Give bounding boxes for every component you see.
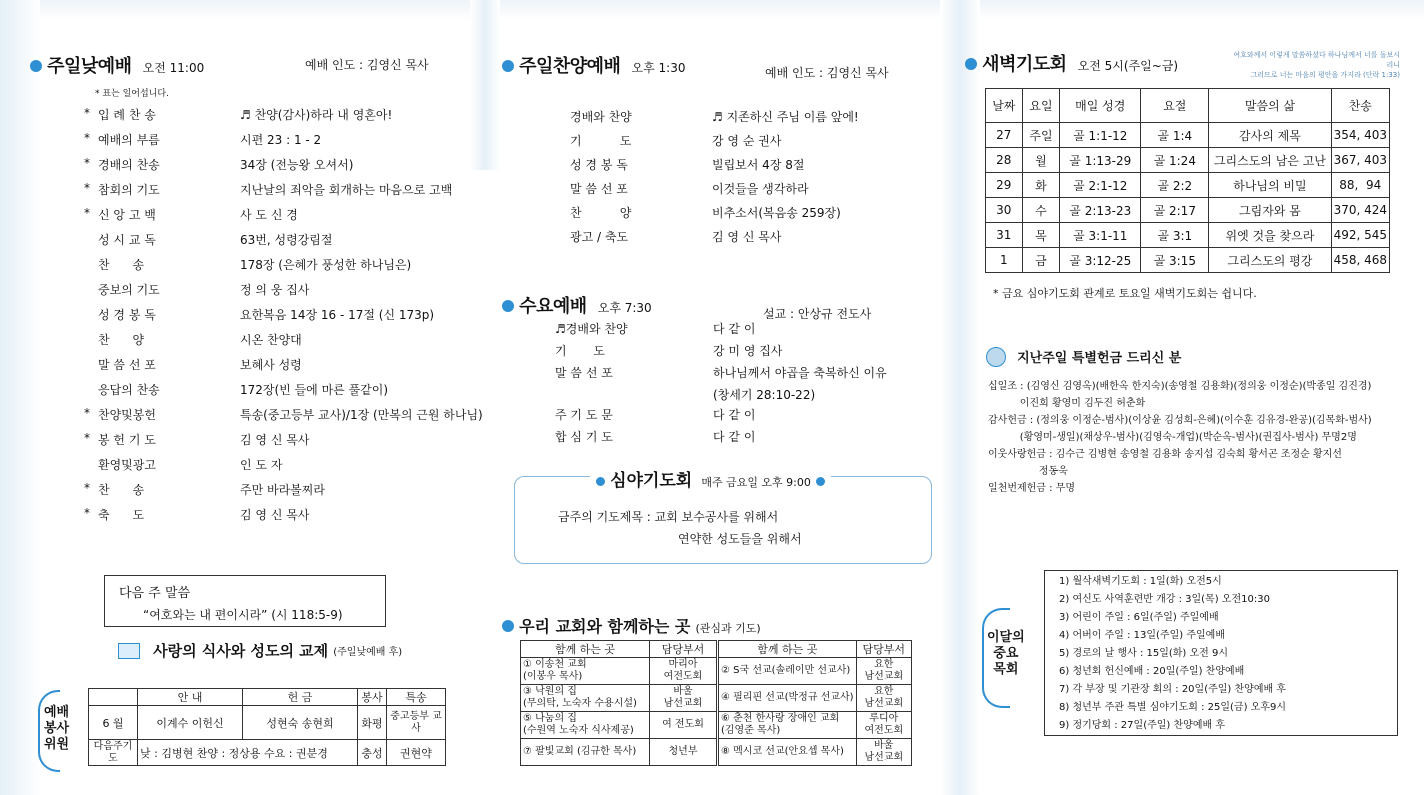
dawn-row — [986, 173, 1390, 198]
night-prayer-line2: 연약한 성도들을 위해서 — [678, 532, 802, 546]
left-tint — [0, 0, 40, 795]
dawn-cell: 골 3:1 — [1141, 223, 1209, 248]
dawn-cell: 27 — [986, 123, 1023, 148]
dawn-row — [986, 198, 1390, 223]
wednesday-row — [555, 406, 935, 428]
order-value: 63번, 성령강림절 — [240, 233, 333, 247]
praise-label: 찬 양 — [570, 206, 632, 220]
order-row — [84, 306, 464, 331]
monthly-schedule-box — [1044, 570, 1398, 736]
dawn-prayer-table — [985, 88, 1390, 273]
partners-header-cell: 담당부서 — [650, 641, 718, 658]
order-star: * — [84, 106, 90, 120]
dawn-cell: 그림자와 몸 — [1209, 198, 1331, 223]
service-cell: 충성 — [358, 740, 387, 766]
partners-table — [520, 640, 912, 766]
partners-cell: 여 전도회 — [650, 712, 718, 739]
order-label: 찬 송 — [98, 258, 145, 272]
envelope-icon — [118, 643, 140, 659]
praise-row — [570, 132, 930, 156]
order-label: 입 례 찬 송 — [98, 108, 156, 122]
order-row — [84, 156, 464, 181]
order-row — [84, 356, 464, 381]
partners-cell: 루디아 여전도회 — [856, 712, 911, 739]
service-header — [89, 689, 138, 706]
dawn-cell: 1 — [986, 248, 1023, 273]
dawn-row — [986, 148, 1390, 173]
praise-label: 광고 / 축도 — [570, 230, 629, 244]
partners-row — [521, 739, 912, 766]
wednesday-row — [555, 386, 935, 406]
dawn-prayer-time: 오전 5시(주일~금) — [1077, 59, 1179, 73]
order-value: 특송(중고등부 교사)/1장 (만복의 근원 하나님) — [240, 408, 483, 422]
order-label: 찬양및봉헌 — [98, 408, 156, 422]
dawn-row — [986, 123, 1390, 148]
service-committee-table — [88, 688, 446, 766]
order-row — [84, 231, 464, 256]
order-row — [84, 181, 464, 206]
partners-row — [521, 712, 912, 739]
order-value: 인 도 자 — [240, 458, 283, 472]
dawn-cell: 88, 94 — [1331, 173, 1389, 198]
dawn-header-cell: 요절 — [1141, 89, 1209, 123]
praise-value: 비추소서(복음송 259장) — [712, 206, 841, 220]
partners-cell: ⑥ 춘천 한사랑 장애인 교회 (김영준 목사) — [718, 712, 857, 739]
praise-service-leader: 예배 인도 : 김영신 목사 — [765, 66, 889, 80]
offering-line: 일천번제헌금 : 무명 — [988, 483, 1076, 494]
dawn-cell: 골 2:13-23 — [1060, 198, 1141, 223]
right-tint — [940, 0, 980, 795]
partners-cell: ② S국 선교(솔레이만 선교사) — [718, 658, 857, 685]
order-value: 시편 23 : 1 - 2 — [240, 133, 322, 147]
night-prayer-header — [590, 466, 831, 491]
bullet-dot-icon — [30, 60, 42, 72]
wednesday-row — [555, 428, 935, 450]
order-label: 성 경 봉 독 — [98, 308, 156, 322]
partners-cell: ⑧ 멕시코 선교(안요셉 목사) — [718, 739, 857, 766]
dawn-cell: 골 1:24 — [1141, 148, 1209, 173]
service-cell: 다음주기도 — [89, 740, 138, 766]
order-label: 봉 헌 기 도 — [98, 433, 156, 447]
dawn-note: * 금요 심야기도회 관계로 토요일 새벽기도회는 쉽니다. — [993, 287, 1257, 300]
order-star: * — [84, 156, 90, 170]
service-committee-label — [44, 705, 69, 753]
order-star: * — [84, 406, 90, 420]
praise-value: 강 영 순 권사 — [712, 134, 782, 148]
dawn-header-cell: 말씀의 삶 — [1209, 89, 1331, 123]
dawn-cell: 골 1:1-12 — [1060, 123, 1141, 148]
service-label-line: 예배 — [44, 705, 70, 720]
dawn-cell: 458, 468 — [1331, 248, 1389, 273]
dawn-cell: 감사의 제목 — [1209, 123, 1331, 148]
wednesday-value: 다 같 이 — [713, 430, 756, 444]
wednesday-value: 강 미 영 집사 — [713, 344, 783, 358]
order-row — [84, 106, 464, 131]
dawn-cell: 골 2:17 — [1141, 198, 1209, 223]
night-prayer-line1: 금주의 기도제목 : 교회 보수공사를 위해서 — [558, 510, 779, 524]
praise-row — [570, 204, 930, 228]
praise-label: 성 경 봉 독 — [570, 158, 628, 172]
meal-fellowship-title: 사랑의 식사와 성도의 교제 — [153, 642, 329, 660]
dawn-cell: 하나님의 비밀 — [1209, 173, 1331, 198]
partners-row — [521, 658, 912, 685]
praise-service-header — [502, 52, 685, 78]
service-header: 헌 금 — [243, 689, 358, 706]
order-star: * — [84, 481, 90, 495]
dawn-header-cell: 요일 — [1022, 89, 1060, 123]
dawn-cell: 골 3:12-25 — [1060, 248, 1141, 273]
praise-service-time: 오후 1:30 — [631, 61, 686, 75]
order-label: 예배의 부름 — [98, 133, 160, 147]
dawn-cell: 그리스도의 남은 고난 — [1209, 148, 1331, 173]
order-label: 찬 송 — [98, 483, 145, 497]
order-label: 신 앙 고 백 — [98, 208, 156, 222]
dawn-cell: 수 — [1022, 198, 1060, 223]
bullet-dot-icon — [965, 58, 977, 70]
dawn-cell: 골 2:2 — [1141, 173, 1209, 198]
offering-header — [986, 346, 1181, 367]
partners-cell: ① 이송천 교회 (이봉우 목사) — [521, 658, 650, 685]
order-value: 178장 (은혜가 풍성한 하나님은) — [240, 258, 412, 272]
dawn-cell: 30 — [986, 198, 1023, 223]
wednesday-preacher: 설교 : 안상규 전도사 — [763, 307, 872, 321]
praise-value: 김 영 신 목사 — [712, 230, 782, 244]
monthly-label-line: 이달의 — [987, 630, 1025, 645]
standing-note: * 표는 일어섭니다. — [95, 89, 169, 99]
service-cell: 중고등부 교사 — [387, 706, 446, 740]
dawn-header-cell: 매일 성경 — [1060, 89, 1141, 123]
order-row — [84, 406, 483, 431]
wednesday-row — [555, 320, 935, 342]
order-star: * — [84, 206, 90, 220]
service-cell: 성현숙 송현희 — [243, 706, 358, 740]
partners-cell: ④ 필리핀 선교(박정규 선교사) — [718, 685, 857, 712]
order-star: * — [84, 181, 90, 195]
monthly-item: 4) 어버이 주일 : 13일(주일) 주일예배 — [1059, 630, 1225, 641]
service-cell: 화평 — [358, 706, 387, 740]
dawn-cell: 28 — [986, 148, 1023, 173]
praise-row — [570, 156, 930, 180]
service-cell: 권현약 — [387, 740, 446, 766]
dawn-cell: 골 2:1-12 — [1060, 173, 1141, 198]
bullet-dot-icon — [502, 300, 514, 312]
bullet-dot-icon — [502, 60, 514, 72]
partners-cell: 마리아 여전도회 — [650, 658, 718, 685]
partners-cell: ③ 낙원의 집 (무의탁, 노숙자 수용시설) — [521, 685, 650, 712]
wednesday-label: 합 심 기 도 — [555, 430, 613, 444]
wednesday-service-header — [502, 292, 652, 318]
dawn-row — [986, 248, 1390, 273]
order-value: ♬ 찬양(감사)하라 내 영혼아! — [240, 108, 393, 122]
praise-value: 빌립보서 4장 8절 — [712, 158, 805, 172]
top-tint — [0, 0, 1424, 20]
order-row — [84, 131, 464, 156]
wednesday-service-title: 수요예배 — [519, 296, 587, 317]
order-star: * — [84, 431, 90, 445]
night-prayer-title: 심야기도회 — [610, 471, 693, 491]
offering-line: 정동욱 — [988, 466, 1068, 477]
sunday-service-time: 오전 11:00 — [142, 61, 205, 75]
offering-line: 십일조 : (김영신 김영옥)(배한옥 한지숙)(송영철 김용화)(정의웅 이정순)(박종일 김진경) — [988, 381, 1372, 392]
monthly-item: 2) 여신도 사역훈련반 개강 : 3일(목) 오전10:30 — [1059, 594, 1270, 605]
dawn-cell: 주일 — [1022, 123, 1060, 148]
service-header: 봉사 — [358, 689, 387, 706]
order-label: 경배의 찬송 — [98, 158, 160, 172]
praise-label: 경배와 찬양 — [570, 110, 632, 124]
order-row — [84, 331, 464, 356]
partners-header-cell: 함께 하는 곳 — [718, 641, 857, 658]
sunday-service-title: 주일낮예배 — [47, 56, 132, 77]
service-cell: 이계수 이헌신 — [138, 706, 243, 740]
offering-list — [988, 378, 1408, 497]
praise-row — [570, 228, 930, 252]
offering-line: 감사헌금 : (정의웅 이정순-범사)(이상윤 김성희-은혜)(이수훈 김유경-완공)(김목화-범사) — [988, 415, 1372, 426]
wednesday-row — [555, 342, 935, 364]
order-label: 중보의 기도 — [98, 283, 160, 297]
order-value: 지난날의 죄악을 회개하는 마음으로 고백 — [240, 183, 453, 197]
partners-row — [521, 685, 912, 712]
dawn-cell: 화 — [1022, 173, 1060, 198]
monthly-label — [987, 630, 1025, 678]
dawn-cell: 골 3:15 — [1141, 248, 1209, 273]
middle-tint — [470, 0, 500, 170]
order-row — [84, 481, 464, 506]
dawn-cell: 354, 403 — [1331, 123, 1389, 148]
monthly-item: 6) 청년회 헌신예배 : 20일(주일) 찬양예배 — [1059, 666, 1245, 677]
order-row — [84, 456, 464, 481]
order-row — [84, 256, 464, 281]
order-value: 172장(빈 들에 마른 풀같이) — [240, 383, 389, 397]
order-label: 성 시 교 독 — [98, 233, 156, 247]
bullet-dot-icon — [502, 620, 514, 632]
dawn-cell: 29 — [986, 173, 1023, 198]
dawn-prayer-title: 새벽기도회 — [982, 54, 1067, 75]
offering-line: 이진희 황영미 김두진 허춘화 — [988, 398, 1146, 409]
next-week-word-title: 다음 주 말씀 — [119, 586, 191, 601]
praise-row — [570, 180, 930, 204]
wednesday-row — [555, 364, 935, 386]
order-star: * — [84, 131, 90, 145]
partners-sub: (관심과 기도) — [695, 622, 761, 635]
dawn-cell: 월 — [1022, 148, 1060, 173]
offering-line: 이웃사랑헌금 : 김수근 김병현 송영철 김용화 송지섭 김숙희 황서곤 조정순 황지선 — [988, 449, 1342, 460]
order-row — [84, 206, 464, 231]
dawn-cell: 금 — [1022, 248, 1060, 273]
monthly-label-line: 목회 — [993, 662, 1019, 677]
dawn-cell: 골 1:13-29 — [1060, 148, 1141, 173]
order-value: 김 영 신 목사 — [240, 433, 310, 447]
dawn-header-cell: 날짜 — [986, 89, 1023, 123]
partners-cell: ⑤ 나눔의 집 (수원역 노숙자 식사제공) — [521, 712, 650, 739]
monthly-item: 7) 각 부장 및 기관장 회의 : 20일(주일) 찬양예배 후 — [1059, 684, 1286, 695]
partners-cell: 바울 남선교회 — [856, 739, 911, 766]
monthly-item: 1) 월삭새벽기도회 : 1일(화) 오전5시 — [1059, 576, 1222, 587]
dawn-cell: 목 — [1022, 223, 1060, 248]
offering-title: 지난주일 특별헌금 드리신 분 — [1017, 351, 1182, 366]
partners-title: 우리 교회와 함께하는 곳 — [519, 617, 691, 636]
wednesday-value: 하나님께서 야곱을 축복하신 이유 — [713, 366, 887, 380]
order-value: 사 도 신 경 — [240, 208, 298, 222]
wednesday-value: 다 같 이 — [713, 322, 756, 336]
service-header: 안 내 — [138, 689, 243, 706]
order-value: 주만 바라볼찌라 — [240, 483, 325, 497]
dawn-verse-line: 여호와께서 이렇게 말씀하셨다 하나님께서 너를 돌보시리니 — [1233, 51, 1400, 69]
monthly-item: 3) 어린이 주일 : 6일(주일) 주일예배 — [1059, 612, 1219, 623]
wednesday-value: 다 같 이 — [713, 408, 756, 422]
dawn-verse — [1230, 50, 1400, 80]
offering-line: (황영미-생일)(채상우-범사)(김영숙-개업)(박순옥-범사)(권집사-범사) 무명2명 — [988, 432, 1357, 443]
wednesday-label: 말 씀 선 포 — [555, 366, 613, 380]
praise-value: ♬ 지존하신 주님 이름 앞에! — [712, 110, 859, 124]
partners-header-cell: 담당부서 — [856, 641, 911, 658]
dawn-verse-line: 그러므로 너는 마음의 평안을 가지라 (단락 1:33) — [1250, 71, 1400, 79]
order-value: 김 영 신 목사 — [240, 508, 310, 522]
sunday-service-leader: 예배 인도 : 김영신 목사 — [305, 58, 429, 72]
sunday-order-list — [84, 106, 483, 531]
dawn-header-cell: 찬송 — [1331, 89, 1389, 123]
order-value: 보혜사 성령 — [240, 358, 302, 372]
monthly-item: 8) 청년부 주관 특별 심야기도회 : 25일(금) 오후9시 — [1059, 702, 1286, 713]
order-row — [84, 431, 464, 456]
wednesday-order-list — [555, 320, 935, 450]
order-value: 시온 찬양대 — [240, 333, 302, 347]
monthly-item: 5) 경로의 날 행사 : 15일(화) 오전 9시 — [1059, 648, 1229, 659]
praise-service-title: 주일찬양예배 — [519, 56, 621, 77]
praise-order-list — [570, 108, 930, 252]
dawn-cell: 골 1:4 — [1141, 123, 1209, 148]
order-row — [84, 381, 464, 406]
order-row — [84, 281, 464, 306]
partners-cell: ⑦ 팔빛교회 (김규한 목사) — [521, 739, 650, 766]
dawn-cell: 492, 545 — [1331, 223, 1389, 248]
order-value: 정 의 웅 집사 — [240, 283, 310, 297]
dawn-cell: 위엣 것을 찾으라 — [1209, 223, 1331, 248]
order-star: * — [84, 506, 90, 520]
partners-cell: 요한 남선교회 — [856, 658, 911, 685]
order-value: 34장 (전능왕 오셔서) — [240, 158, 354, 172]
order-label: 축 도 — [98, 508, 145, 522]
wednesday-value: (창세기 28:10-22) — [713, 388, 816, 402]
service-cell: 낮 : 김병현 찬양 : 정상용 수요 : 권분경 — [138, 740, 358, 766]
dawn-row — [986, 223, 1390, 248]
order-value: 요한복음 14장 16 - 17절 (신 173p) — [240, 308, 435, 322]
monthly-item: 9) 정기당회 : 27일(주일) 찬양예배 후 — [1059, 720, 1225, 731]
order-label: 응답의 찬송 — [98, 383, 160, 397]
night-prayer-time: 매주 금요일 오후 9:00 — [701, 476, 811, 489]
praise-label: 말 씀 선 포 — [570, 182, 628, 196]
next-week-word-box — [104, 575, 386, 627]
order-label: 말 씀 선 포 — [98, 358, 156, 372]
wednesday-label: ♬경배와 찬양 — [555, 322, 628, 336]
partners-cell: 청년부 — [650, 739, 718, 766]
service-header: 특송 — [387, 689, 446, 706]
service-label-line: 위원 — [44, 737, 70, 752]
order-label: 찬 양 — [98, 333, 145, 347]
dawn-cell: 그리스도의 평강 — [1209, 248, 1331, 273]
partners-header-cell: 함께 하는 곳 — [521, 641, 650, 658]
next-week-word-verse: “여호와는 내 편이시라” (시 118:5-9) — [143, 608, 343, 622]
meal-fellowship-header — [118, 640, 402, 661]
praise-value: 이것들을 생각하라 — [712, 182, 809, 196]
service-label-line: 봉사 — [44, 721, 70, 736]
dawn-cell: 370, 424 — [1331, 198, 1389, 223]
wednesday-service-time: 오후 7:30 — [597, 301, 652, 315]
order-label: 참회의 기도 — [98, 183, 160, 197]
dawn-prayer-header — [965, 50, 1178, 76]
dawn-cell: 31 — [986, 223, 1023, 248]
partners-cell: 요한 남선교회 — [856, 685, 911, 712]
partners-header — [502, 614, 761, 637]
bullet-dot-icon — [596, 477, 605, 486]
dawn-cell: 골 3:1-11 — [1060, 223, 1141, 248]
sunday-service-header — [30, 52, 204, 78]
dawn-cell: 367, 403 — [1331, 148, 1389, 173]
order-label: 환영및광고 — [98, 458, 156, 472]
monthly-label-line: 중요 — [993, 646, 1019, 661]
praise-label: 기 도 — [570, 134, 632, 148]
service-cell: 6 월 — [89, 706, 138, 740]
meal-fellowship-sub: (주일낮예배 후) — [333, 647, 403, 658]
wednesday-label: 주 기 도 문 — [555, 408, 613, 422]
praise-row — [570, 108, 930, 132]
bullet-dot-icon — [816, 477, 825, 486]
wednesday-label: 기 도 — [555, 344, 605, 358]
order-row — [84, 506, 464, 531]
grape-icon — [986, 347, 1006, 367]
partners-cell: 바울 남선교회 — [650, 685, 718, 712]
